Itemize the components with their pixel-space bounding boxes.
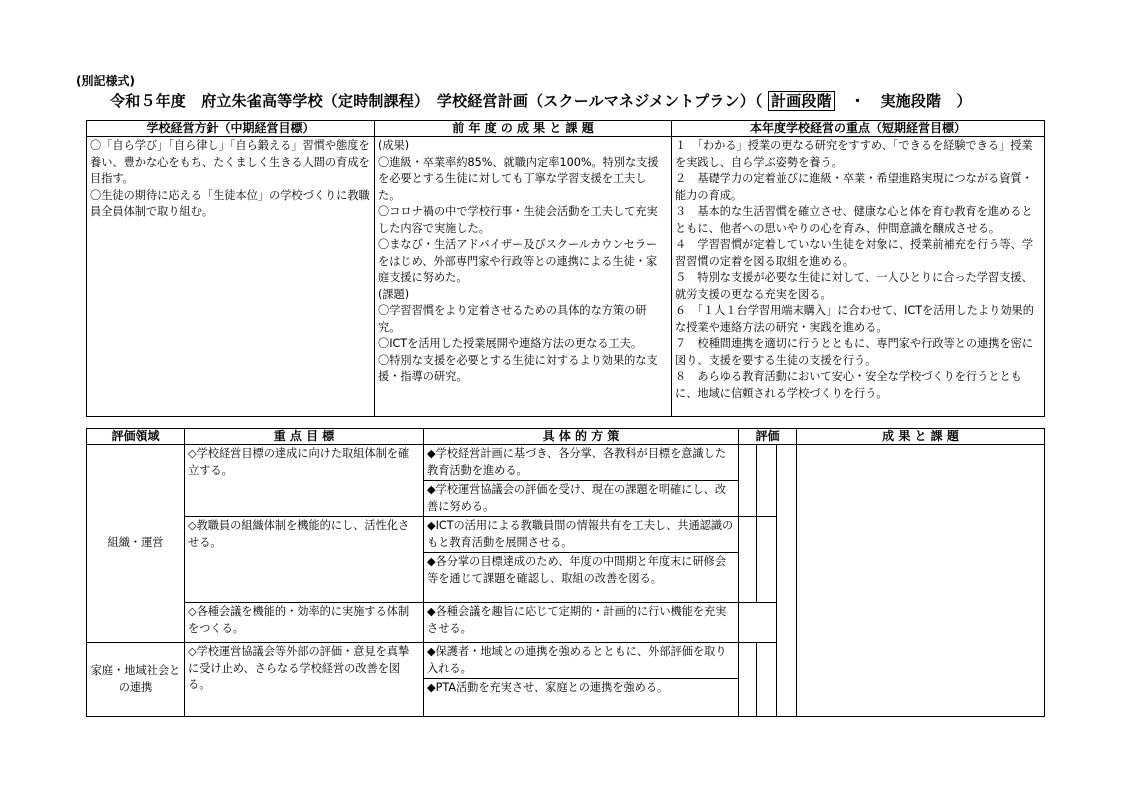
issues-item: 〇ICTを活用した授業展開や連絡方法の更なる工夫。: [378, 337, 643, 350]
eval-cell: [739, 603, 777, 643]
policy-item: 〇「自ら学び」「自ら律し」「自ら鍛える」習慣や態度を養い、豊かな心をもち、たくましく生きる人間の育成を目指す。: [90, 139, 370, 185]
issues-item: 〇特別な支援を必要とする生徒に対するより効果的な支援・指導の研究。: [378, 353, 658, 383]
stage-impl-label: 実施段階: [880, 92, 942, 110]
area-family-community: 家庭・地域社会との連携: [87, 643, 185, 717]
eval-cell: [777, 445, 797, 717]
measure-cell: ◆保護者・地域との連携を強めるとともに、外部評価を取り入れる。: [424, 643, 739, 679]
header-policy: 学校経営方針（中期経営目標）: [87, 121, 375, 137]
stage-plan-label: 計画段階: [768, 91, 835, 111]
priority-item: ３ 基本的な生活習慣を確立させ、健康な心と体を育む教育を進めるとともに、他者への思いやりの心を育み、仲間意識を醸成させる。: [675, 205, 1033, 235]
priority-item: １ 「わかる」授業の更なる研究をすすめ、「できるを経験できる」授業を実践し、自ら学ぶ姿勢を養う。: [675, 139, 1033, 169]
results-heading: (成果): [378, 139, 410, 152]
header-priorities: 本年度学校経営の重点（短期経営目標）: [672, 121, 1045, 137]
eval-cell: [757, 445, 777, 517]
result-cell: [797, 445, 1045, 717]
document-title: [110, 90, 972, 111]
management-overview-table: [86, 120, 1045, 417]
goal-cell: ◇学校経営目標の達成に向けた取組体制を確立する。: [185, 445, 424, 517]
policy-item: 〇生徒の期待に応える「生徒本位」の学校づくりに教職員全員体制で取り組む。: [90, 188, 370, 218]
goal-cell: ◇各種会議を機能的・効率的に実施する体制をつくる。: [185, 603, 424, 643]
results-item: 〇進級・卒業率約85%、就職内定率100%。特別な支援を必要とする生徒に対しても丁寧な学習支援を工夫した。: [378, 155, 659, 202]
form-label: (別記様式): [76, 74, 135, 88]
policy-cell: [87, 137, 375, 417]
goal-cell: ◇教職員の組織体制を機能的にし、活性化させる。: [185, 517, 424, 603]
area-organization: 組織・運営: [87, 445, 185, 643]
measure-cell: ◆学校経営計画に基づき、各分掌、各教科が目標を意識した教育活動を進める。: [424, 445, 739, 481]
priority-item: ５ 特別な支援が必要な生徒に対して、一人ひとりに合った学習支援、就労支援の更なる充実を図る。: [675, 271, 1033, 301]
issues-heading: (課題): [378, 287, 410, 301]
results-cell: [375, 137, 672, 417]
measure-cell: ◆各分掌の目標達成のため、年度の中間期と年度末に研修会等を通じて課題を確認し、取組の改善を図る。: [424, 553, 739, 603]
priority-item: ６ 「１人１台学習用端末購入」に合わせて、ICTを活用したより効果的な授業や連絡方法の研究・実践を進める。: [675, 304, 1034, 334]
priorities-cell: [672, 137, 1045, 417]
header-result: 成 果 と 課 題: [797, 429, 1045, 445]
header-measure: 具 体 的 方 策: [424, 429, 739, 445]
results-item: 〇まなび・生活アドバイザー及びスクールカウンセラーをはじめ、外部専門家や行政等との連携による生徒・家庭支援に努めた。: [378, 238, 658, 284]
header-eval: 評価: [739, 429, 797, 445]
title-close: ）: [956, 92, 972, 110]
eval-cell: [739, 517, 757, 603]
priority-item: ４ 学習習慣が定着していない生徒を対象に、授業前補充を行う等、学習習慣の定着を図る取組を進める。: [675, 238, 1034, 268]
priority-item: ２ 基礎学力の定着並びに進級・卒業・希望進路実現につながる資質・能力の育成。: [675, 172, 1033, 202]
priority-item: ８ あらゆる教育活動において安心・安全な学校づくりを行うとともに、地域に信頼される学校づくりを行う。: [675, 370, 1022, 400]
eval-cell: [757, 517, 777, 603]
results-item: 〇コロナ禍の中で学校行事・生徒会活動を工夫して充実した内容で実施した。: [378, 205, 658, 235]
header-goal: 重 点 目 標: [185, 429, 424, 445]
measure-cell: ◆各種会議を趣旨に応じて定期的・計画的に行い機能を充実させる。: [424, 603, 739, 643]
header-area: 評価領域: [87, 429, 185, 445]
priority-item: ７ 校種間連携を適切に行うとともに、専門家や行政等との連携を密に図り、支援を要する生徒の支援を行う。: [675, 337, 1034, 367]
evaluation-table: [86, 428, 1045, 717]
measure-cell: ◆ICTの活用による教職員間の情報共有を工夫し、共通認識のもと教育活動を展開させる。: [424, 517, 739, 553]
issues-item: 〇学習習慣をより定着させるための具体的な方策の研究。: [378, 304, 647, 334]
stage-separator: ・: [850, 92, 866, 110]
eval-cell: [739, 643, 757, 717]
title-main: 令和５年度 府立朱雀高等学校（定時制課程） 学校経営計画（スクールマネジメントプラン）（: [110, 92, 769, 110]
header-results: 前 年 度 の 成 果 と 課 題: [375, 121, 672, 137]
goal-cell: ◇学校運営協議会等外部の評価・意見を真摯に受け止め、さらなる学校経営の改善を図る。: [185, 643, 424, 717]
measure-cell: ◆PTA活動を充実させ、家庭との連携を強める。: [424, 679, 739, 717]
eval-cell: [757, 643, 777, 717]
measure-cell: ◆学校運営協議会の評価を受け、現在の課題を明確にし、改善に努める。: [424, 481, 739, 517]
eval-cell: [739, 445, 757, 517]
